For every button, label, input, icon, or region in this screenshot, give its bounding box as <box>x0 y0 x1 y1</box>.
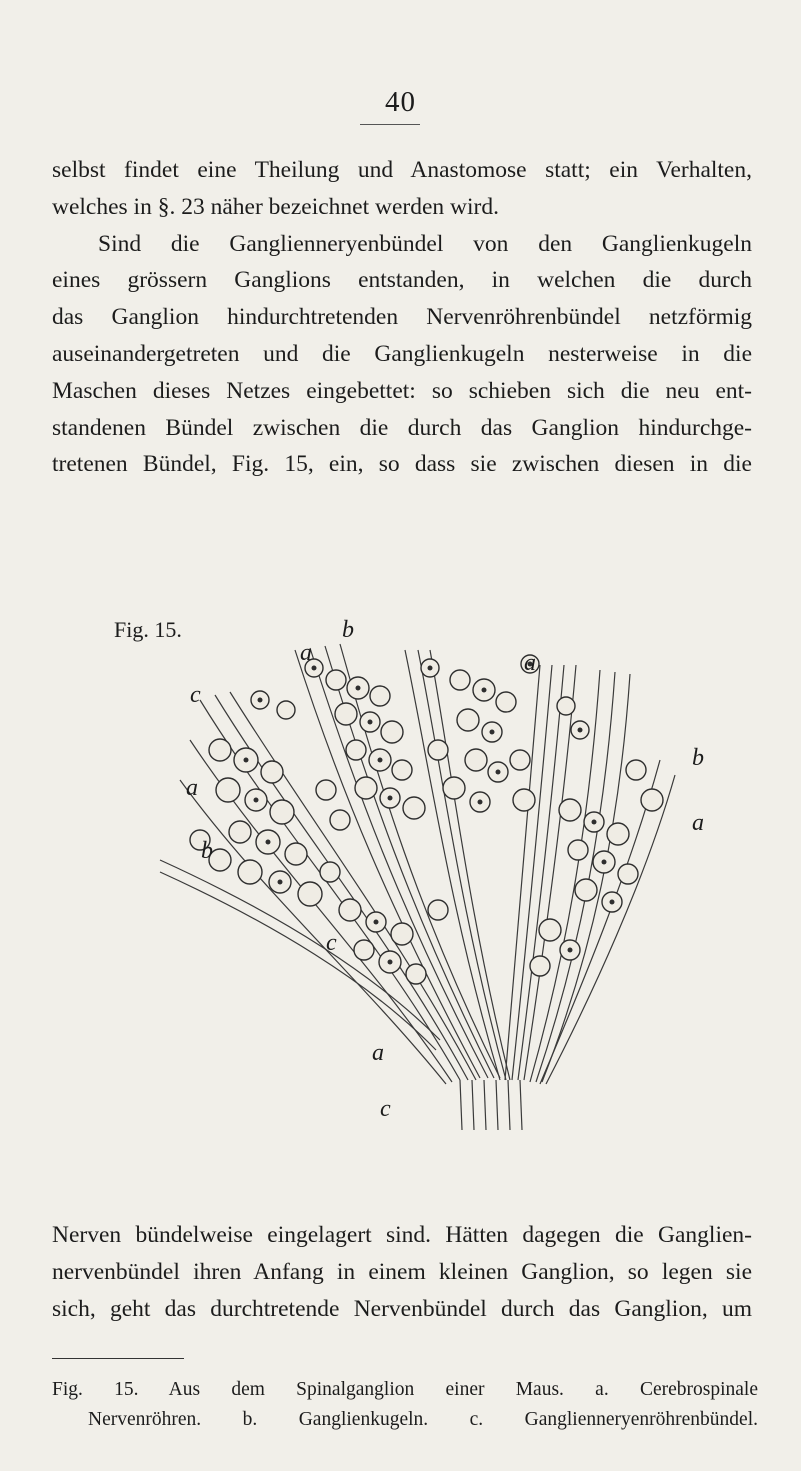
text-line: Sind die Ganglienneryenbündel von den Ganglienkugeln <box>98 230 752 257</box>
text-line: Maschen dieses Netzes eingebettet: so schieben sich die neu ent- <box>52 377 752 404</box>
text-line: Nerven bündelweise eingelagert sind. Hätten dagegen die Ganglien- <box>52 1222 752 1248</box>
text-line: auseinandergetreten und die Ganglienkugeln nesterweise in die <box>52 340 752 367</box>
nerve-fiber-strands <box>160 644 675 1130</box>
top-paragraphs <box>52 152 752 483</box>
figure-letter-a: a <box>372 1040 384 1066</box>
text-line: selbst findet eine Theilung und Anastomose statt; ein Verhalten, <box>52 157 752 183</box>
text-line: standenen Bündel zwischen die durch das Ganglion hindurchge- <box>52 414 752 441</box>
figure-letter-c: c <box>326 930 337 956</box>
figure-label: Fig. 15. <box>114 617 182 642</box>
text-line: eines grössern Ganglions entstanden, in welchen die durch <box>52 267 752 294</box>
figure-letter-a: a <box>524 650 536 676</box>
bottom-paragraph <box>52 1217 752 1327</box>
caption-line: Nervenröhren. b. Ganglienkugeln. c. Ganglienneryenröhrenbündel. <box>88 1409 758 1430</box>
figure-caption <box>52 1375 758 1435</box>
text-line: sich, geht das durchtretende Nervenbündel durch das Ganglion, um <box>52 1295 752 1322</box>
text-line: das Ganglion hindurchtretenden Nervenröhrenbündel netzförmig <box>52 304 752 331</box>
figure-letter-b: b <box>692 745 704 771</box>
page-number: 40 <box>385 86 416 118</box>
figure-letter-c: c <box>190 682 201 708</box>
figure-letter-a: a <box>300 640 312 666</box>
figure-letter-a: a <box>692 810 704 836</box>
figure-letter-c: c <box>380 1096 391 1122</box>
page-number-rule <box>360 124 420 125</box>
footnote-rule <box>52 1358 184 1359</box>
text-line: nervenbündel ihren Anfang in einem kleinen Ganglion, so legen sie <box>52 1258 752 1285</box>
figure-letter-a: a <box>186 775 198 801</box>
figure-letter-b: b <box>201 838 213 864</box>
text-line: welches in §. 23 näher bezeichnet werden wird. <box>52 193 499 220</box>
caption-line: Fig. 15. Aus dem Spinalganglion einer Maus. a. Cerebrospinale <box>52 1379 758 1400</box>
figure-letter-b: b <box>342 617 354 643</box>
ganglion-cells <box>190 655 663 984</box>
text-line: tretenen Bündel, Fig. 15, ein, so dass sie zwischen diesen in die <box>52 451 752 478</box>
